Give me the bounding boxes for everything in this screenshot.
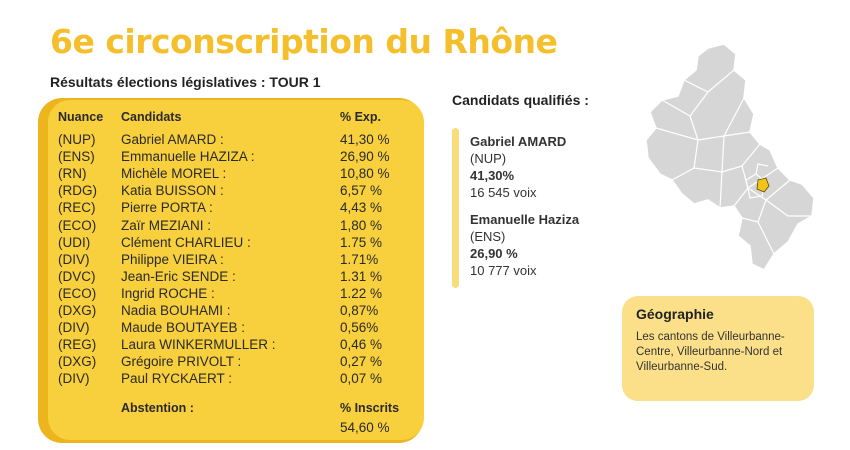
geography-text: Les cantons de Villeurbanne-Centre, Villeurbanne-Nord et Villeurbanne-Sud. [636,331,785,373]
page-title: 6e circonscription du Rhône [50,22,558,61]
candidate-nuance: (REG) [58,337,97,353]
candidate-name: Philippe VIEIRA : [121,251,224,267]
results-card [48,100,424,440]
qualified-votes: 10 777 voix [470,263,537,278]
candidate-name: Zaïr MEZIANI : [121,217,212,233]
candidate-name: Jean-Eric SENDE : [121,268,236,284]
inscrits-label: % Inscrits [340,401,400,415]
candidate-pct: 0,56% [340,320,379,336]
qualified-name: Gabriel AMARD [470,134,567,149]
geography-title: Géographie [636,306,714,322]
qualified-name: Emanuelle Haziza [470,212,580,227]
qualified-pct: 26,90 % [470,246,518,261]
qualified-candidate-1 [470,133,566,201]
qualified-pct: 41,30% [470,168,515,183]
candidate-nuance: (ENS) [58,149,95,165]
candidate-nuance: (REC) [58,200,96,216]
header-pct: % Exp. [340,110,381,124]
candidate-name: Katia BUISSON : [121,183,224,199]
header-candidats: Candidats [121,110,182,124]
candidate-pct: 26,90 % [340,149,390,165]
candidate-name: Clément CHARLIEU : [121,234,251,250]
candidate-name: Grégoire PRIVOLT : [121,354,242,370]
candidate-name: Maude BOUTAYEB : [121,320,246,336]
candidate-pct: 0,07 % [340,371,383,387]
candidate-name: Laura WINKERMULLER : [121,337,276,353]
candidate-nuance: (RN) [58,166,87,182]
candidate-name: Nadia BOUHAMI : [121,303,231,318]
qualified-candidate-2 [470,211,579,279]
rhone-map [638,40,823,275]
candidate-name: Pierre PORTA : [121,200,213,216]
candidate-pct: 1.22 % [340,285,383,301]
candidate-name: Ingrid ROCHE : [121,285,215,301]
candidate-nuance: (DVC) [58,268,96,284]
qualified-nuance: (ENS) [470,229,506,244]
qualified-nuance: (NUP) [470,151,507,166]
candidate-pct: 4,43 % [340,200,383,216]
qualified-votes: 16 545 voix [470,185,537,200]
candidate-name: Gabriel AMARD : [121,132,224,147]
qualified-accent-bar [452,128,459,288]
candidate-pct: 41,30 % [340,132,390,147]
candidate-pct: 1.31 % [340,268,383,284]
qualified-title: Candidats qualifiés : [452,92,589,108]
candidate-name: Michèle MOREL : [121,166,227,182]
header-nuance: Nuance [58,110,104,124]
candidate-nuance: (DXG) [58,354,97,370]
candidate-nuance: (UDI) [58,234,91,250]
candidate-pct: 0,46 % [340,337,383,353]
candidate-name: Paul RYCKAERT : [121,371,233,387]
candidate-nuance: (DIV) [58,371,90,387]
candidate-pct: 10,80 % [340,166,390,182]
candidate-pct: 1.71% [340,251,379,267]
abstention-value: 54,60 % [340,420,390,435]
candidate-nuance: (DXG) [58,303,97,318]
candidate-nuance: (DIV) [58,251,90,267]
candidate-pct: 1,80 % [340,217,383,233]
candidate-pct: 0,27 % [340,354,383,370]
abstention-label: Abstention : [121,401,194,415]
candidate-nuance: (RDG) [58,183,97,199]
candidate-nuance: (ECO) [58,285,97,301]
candidate-nuance: (DIV) [58,320,90,336]
geography-box [622,296,814,401]
candidate-pct: 1.75 % [340,234,383,250]
rhone-map-outline [646,44,814,270]
candidate-pct: 6,57 % [340,183,383,199]
candidate-pct: 0,87% [340,303,379,318]
page-subtitle: Résultats élections législatives : TOUR 1 [50,74,321,90]
candidate-nuance: (NUP) [58,132,96,147]
candidate-name: Emmanuelle HAZIZA : [121,149,255,165]
candidate-nuance: (ECO) [58,217,97,233]
